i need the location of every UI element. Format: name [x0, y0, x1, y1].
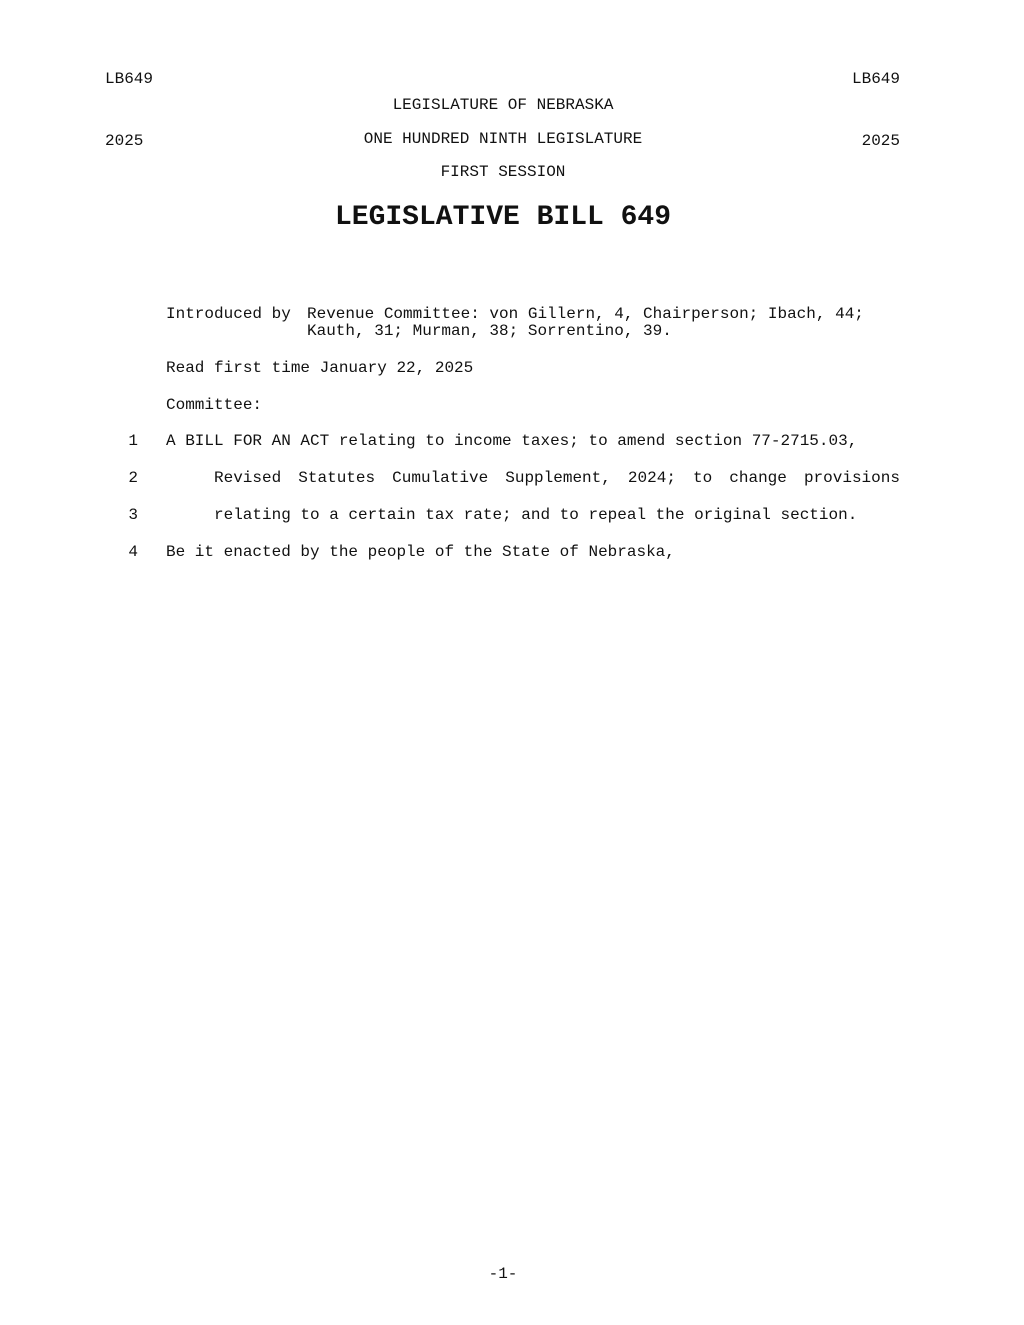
word: provisions [803, 469, 900, 487]
word: Revised [214, 469, 282, 487]
session-name: FIRST SESSION [440, 163, 566, 181]
header-left-year: 2025 [105, 132, 144, 150]
introducers-line-1: Revenue Committee: von Gillern, 4, Chairperson; Ibach, 44; [307, 305, 864, 323]
word: Cumulative [392, 469, 489, 487]
read-first-time: Read first time January 22, 2025 [166, 359, 474, 377]
header-right-bill: LB649 [851, 70, 900, 88]
word: Supplement, [505, 469, 611, 487]
legislature-number: ONE HUNDRED NINTH LEGISLATURE [363, 130, 643, 148]
line-number: 2 [128, 469, 138, 487]
word: change [729, 469, 787, 487]
word: 2024; [627, 469, 676, 487]
page-number: -1- [488, 1265, 518, 1283]
committee-label: Committee: [166, 396, 263, 414]
bill-line-text: A BILL FOR AN ACT relating to income taxes; to amend section 77-2715.03, [166, 432, 858, 450]
word: to [693, 469, 713, 487]
bill-line-text: relating to a certain tax rate; and to repeal the original section. [214, 506, 858, 524]
introduced-by-label: Introduced by [166, 305, 291, 323]
bill-line-text-justified [214, 470, 900, 487]
header-right-year: 2025 [861, 132, 900, 150]
line-number: 1 [128, 432, 138, 450]
header-left-bill: LB649 [105, 70, 154, 88]
bill-title: LEGISLATIVE BILL 649 [334, 202, 672, 233]
word: Statutes [298, 469, 376, 487]
introducers-line-2: Kauth, 31; Murman, 38; Sorrentino, 39. [307, 322, 672, 340]
enacting-clause: Be it enacted by the people of the State of Nebraska, [166, 543, 675, 561]
line-number: 3 [128, 506, 138, 524]
line-number: 4 [128, 543, 138, 561]
legislature-name: LEGISLATURE OF NEBRASKA [392, 96, 614, 114]
